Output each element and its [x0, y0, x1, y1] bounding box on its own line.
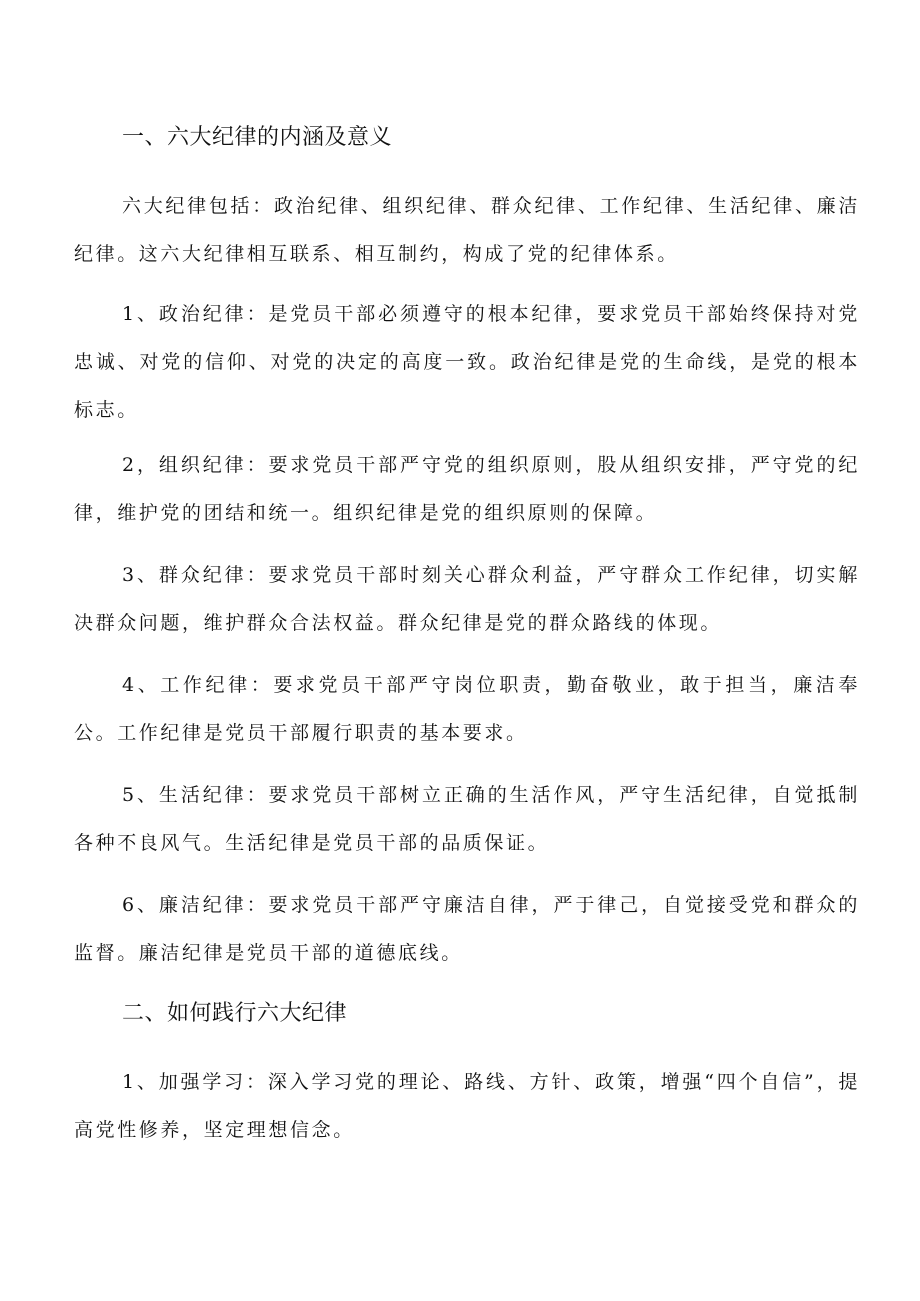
item-integrity-discipline: 6、廉洁纪律：要求党员干部严守廉洁自律，严于律己，自觉接受党和群众的监督。廉洁纪律是党员干部的道德底线。 — [74, 894, 860, 964]
item-life-discipline: 5、生活纪律：要求党员干部树立正确的生活作风，严守生活纪律，自觉抵制各种不良风气。生活纪律是党员干部的品质保证。 — [74, 784, 860, 854]
item-strengthen-study: 1、加强学习：深入学习党的理论、路线、方针、政策，增强“四个自信”，提高党性修养，坚定理想信念。 — [74, 1071, 860, 1141]
item-work-discipline: 4、工作纪律：要求党员干部严守岗位职责，勤奋敬业，敢于担当，廉洁奉公。工作纪律是党员干部履行职责的基本要求。 — [74, 674, 860, 744]
item-political-discipline: 1、政治纪律：是党员干部必须遵守的根本纪律，要求党员干部始终保持对党忠诚、对党的信仰、对党的决定的高度一致。政治纪律是党的生命线，是党的根本标志。 — [74, 303, 860, 421]
item-mass-discipline: 3、群众纪律：要求党员干部时刻关心群众利益，严守群众工作纪律，切实解决群众问题，维护群众合法权益。群众纪律是党的群众路线的体现。 — [74, 564, 860, 634]
intro-paragraph: 六大纪律包括：政治纪律、组织纪律、群众纪律、工作纪律、生活纪律、廉洁纪律。这六大纪律相互联系、相互制约，构成了党的纪律体系。 — [74, 195, 860, 265]
section-heading-2: 二、如何践行六大纪律 — [122, 1001, 348, 1026]
item-organizational-discipline: 2，组织纪律：要求党员干部严守党的组织原则，股从组织安排，严守党的纪律，维护党的团结和统一。组织纪律是党的组织原则的保障。 — [74, 454, 860, 524]
section-heading-1: 一、六大纪律的内涵及意义 — [122, 125, 393, 150]
